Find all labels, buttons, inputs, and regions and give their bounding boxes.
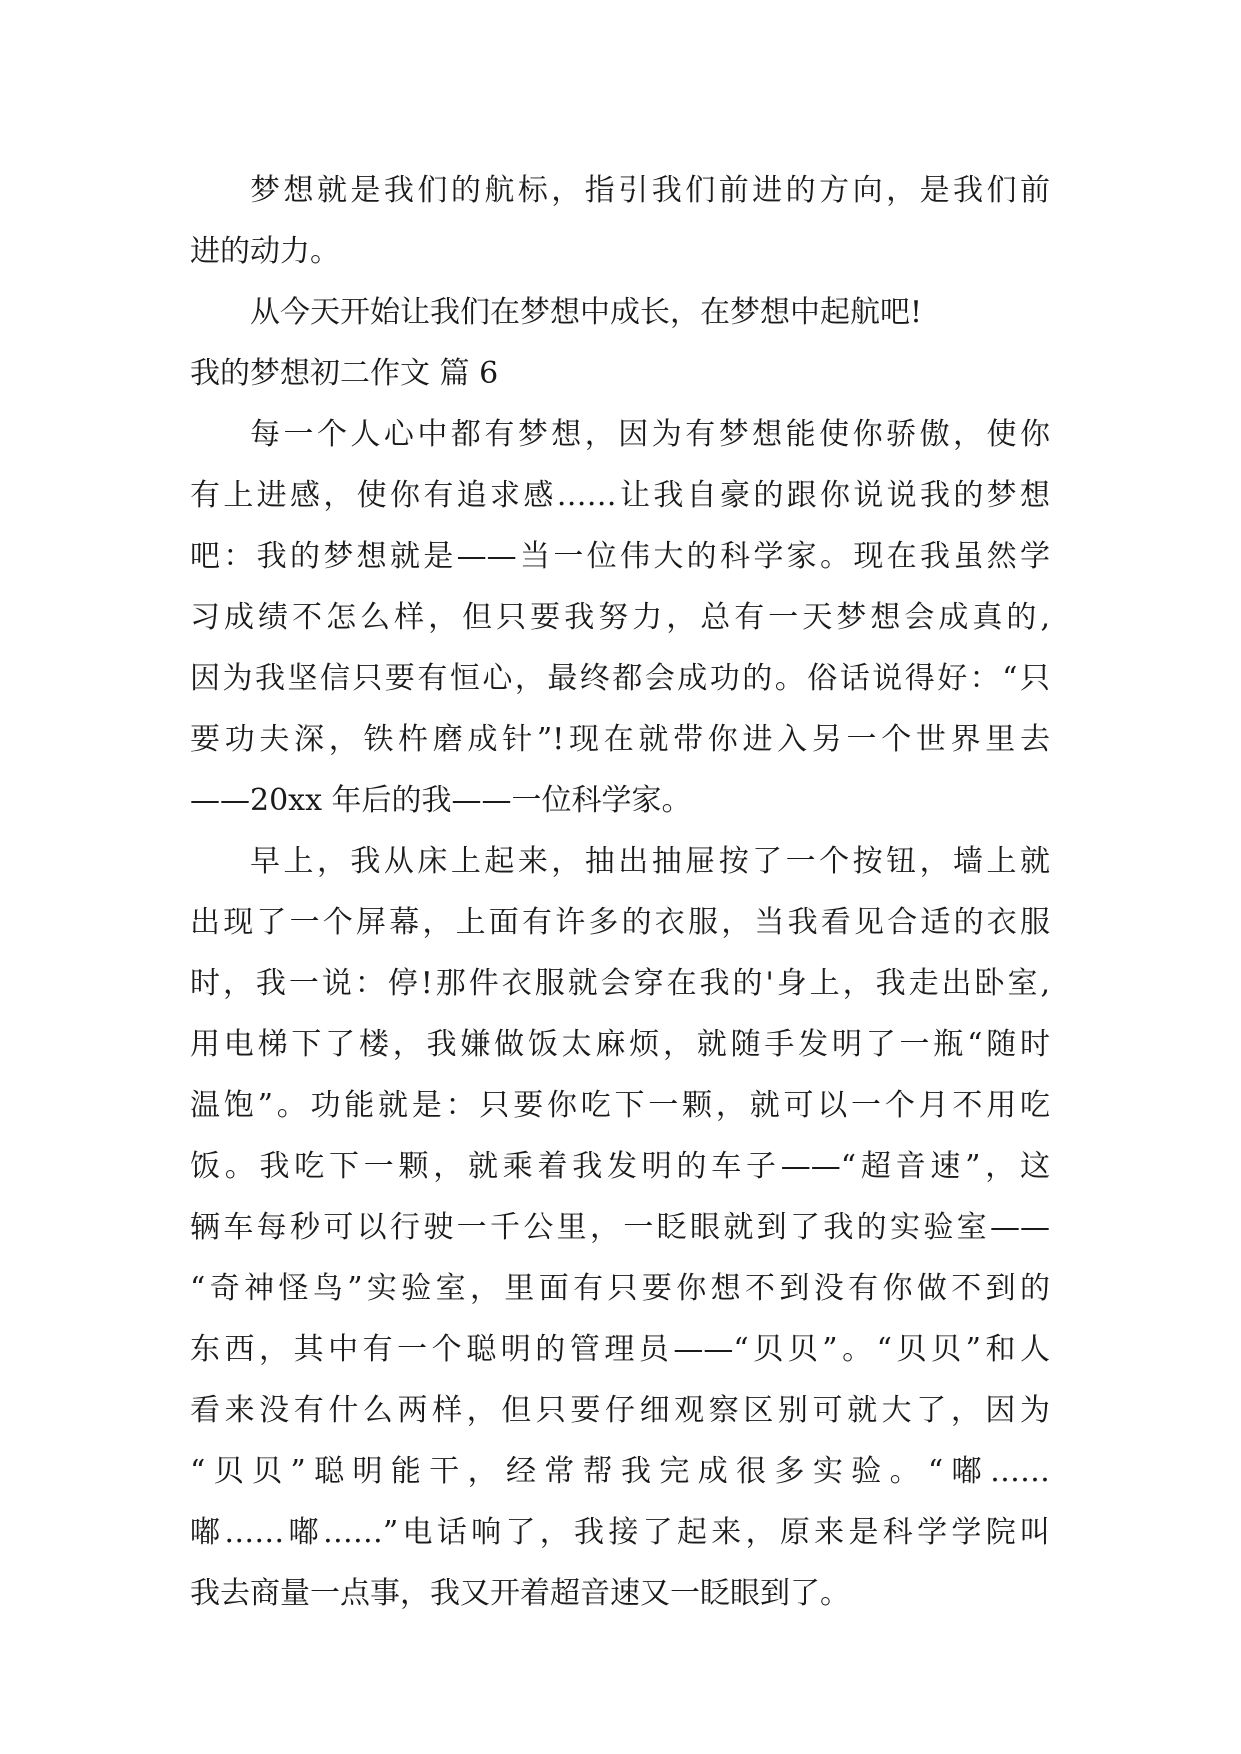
text-line: 出现了一个屏幕，上面有许多的衣服，当我看见合适的衣服 [190,905,1050,940]
text-line: 温饱”。功能就是：只要你吃下一颗，就可以一个月不用吃 [190,1088,1050,1123]
text-line: “贝贝”聪明能干，经常帮我完成很多实验。“嘟…… [190,1454,1050,1489]
text-line: 从今天开始让我们在梦想中成长，在梦想中起航吧! [250,295,923,330]
text-line: 吧：我的梦想就是——当一位伟大的科学家。现在我虽然学 [190,539,1050,574]
text-line: 时，我一说：停!那件衣服就会穿在我的'身上，我走出卧室, [190,966,1050,1001]
text-line: 进的动力。 [190,234,340,269]
text-line: 看来没有什么两样，但只要仔细观察区别可就大了，因为 [190,1393,1050,1428]
text-line: 我去商量一点事，我又开着超音速又一眨眼到了。 [190,1576,850,1611]
text-line: 用电梯下了楼，我嫌做饭太麻烦，就随手发明了一瓶“随时 [190,1027,1050,1062]
essay-body [190,160,1050,1624]
text-line: 早上，我从床上起来，抽出抽屉按了一个按钮，墙上就 [250,844,1050,879]
text-line: 要功夫深，铁杵磨成针”!现在就带你进入另一个世界里去 [190,722,1050,757]
heading-section-number: 篇 6 [439,356,499,391]
text-line: 饭。我吃下一颗，就乘着我发明的车子——“超音速”，这 [190,1149,1050,1184]
text-line: 梦想就是我们的航标，指引我们前进的方向，是我们前 [250,173,1050,208]
paragraph [190,404,1050,831]
text-line: 每一个人心中都有梦想，因为有梦想能使你骄傲，使你 [250,417,1050,452]
text-line: 辆车每秒可以行驶一千公里，一眨眼就到了我的实验室—— [190,1210,1050,1245]
paragraph [190,282,1050,343]
text-line: 东西，其中有一个聪明的管理员——“贝贝”。“贝贝”和人 [190,1332,1050,1367]
text-line: ——20xx 年后的我——一位科学家。 [190,783,692,818]
text-line: 习成绩不怎么样，但只要我努力，总有一天梦想会成真的, [190,600,1050,635]
paragraph [190,160,1050,282]
text-line: 嘟……嘟……”电话响了，我接了起来，原来是科学学院叫 [190,1515,1050,1550]
text-line: 有上进感，使你有追求感……让我自豪的跟你说说我的梦想 [190,478,1050,513]
paragraph [190,831,1050,1624]
text-line: “奇神怪鸟”实验室，里面有只要你想不到没有你做不到的 [190,1271,1050,1306]
section-heading [190,343,1050,404]
heading-title: 我的梦想初二作文 [190,356,430,391]
text-line: 因为我坚信只要有恒心，最终都会成功的。俗话说得好：“只 [190,661,1050,696]
